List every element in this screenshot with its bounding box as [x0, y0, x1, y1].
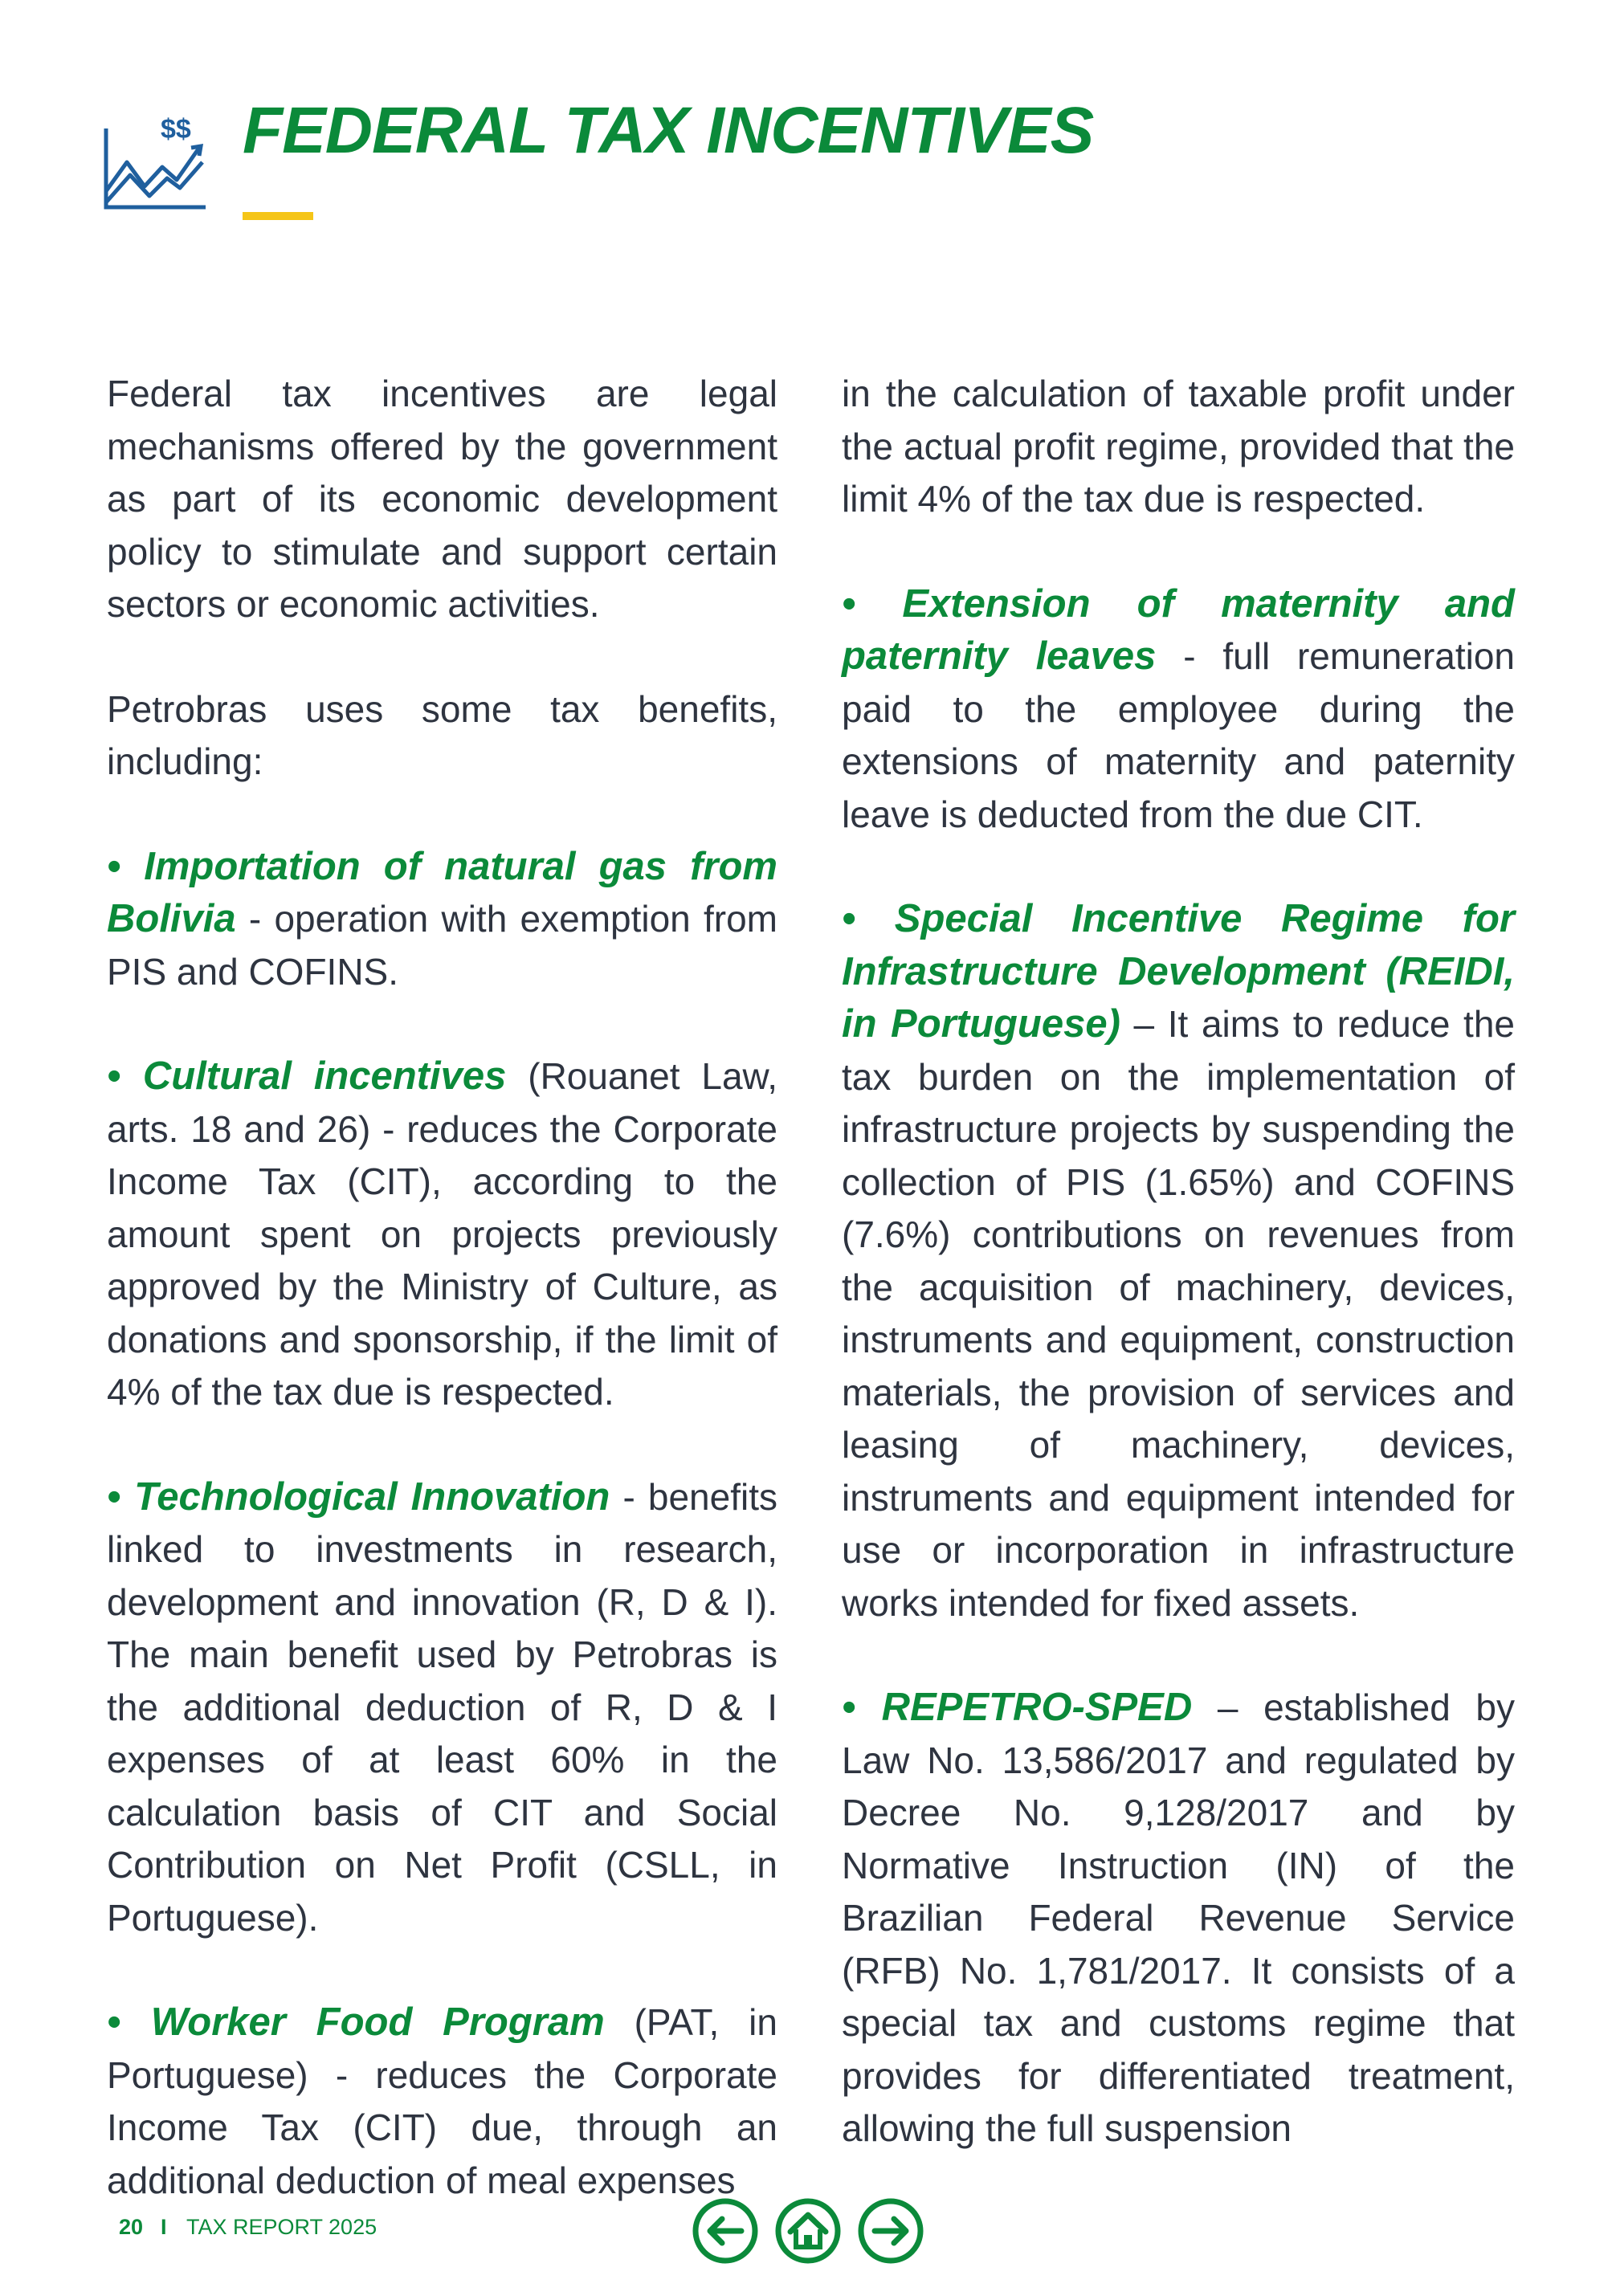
report-name: TAX REPORT 2025: [186, 2215, 377, 2239]
title-underline: [243, 212, 313, 220]
item-body: - benefits linked to investments in research, development and innovation (R, D & I). The main benefit used by Petrobras is the additional deduction of R, D & I expenses of at least 60% in the calculation basis of CIT and Social Contribution on Net Profit (CSLL, in Portuguese).: [107, 1475, 777, 1939]
continuation-paragraph: in the calculation of taxable profit under the actual profit regime, provided that the limit 4% of the tax due is respected.: [842, 373, 1515, 520]
item-body: - operation with exemption from PIS and COFINS.: [107, 898, 777, 993]
item-body: – established by Law No. 13,586/2017 and regulated by Decree No. 9,128/2017 and by Normative Instruction (IN) of the Brazilian Federal Revenue Service (RFB) No. 1,781/2017. It consists of a special tax and customs regime that provides for differentiated treatment, allowing the full suspension: [842, 1686, 1515, 2149]
item-title: • REPETRO-SPED: [842, 1686, 1193, 1729]
intro-paragraph: Federal tax incentives are legal mechanisms offered by the government as part of its economic development policy to stimulate and support certain sectors or economic activities.: [107, 373, 777, 625]
list-item: [107, 1050, 777, 1419]
item-title: • Special Incentive Regime for Infrastructure Development (REIDI, in Portuguese): [842, 897, 1515, 1046]
item-title: • Worker Food Program: [107, 2000, 605, 2044]
arrow-right-icon: [857, 2197, 924, 2265]
item-body: (PAT, in Portuguese) - reduces the Corporate Income Tax (CIT) due, through an additional deduction of meal expenses: [107, 2001, 777, 2201]
item-title: • Extension of maternity and paternity leaves: [842, 581, 1515, 678]
home-icon: [774, 2197, 842, 2265]
list-item: [107, 1996, 777, 2207]
previous-page-button[interactable]: [692, 2197, 759, 2265]
next-page-button[interactable]: [857, 2197, 924, 2265]
list-item: [842, 578, 1515, 842]
item-title: • Technological Innovation: [107, 1474, 610, 1519]
list-item: [107, 1471, 777, 1945]
item-title: • Cultural incentives: [107, 1054, 507, 1098]
home-button[interactable]: [774, 2197, 842, 2265]
right-column: [842, 368, 1515, 2208]
item-body: - full remuneration paid to the employee during the extensions of maternity and paternity leave is deducted from the due CIT.: [842, 635, 1516, 835]
item-title: • Importation of natural gas from Bolivia: [107, 844, 777, 940]
left-column: [107, 368, 777, 2259]
footer-separator: I: [161, 2215, 167, 2239]
dollar-signs-icon-text: $$: [161, 114, 191, 145]
list-item: [842, 1682, 1515, 2155]
item-body: (Rouanet Law, arts. 18 and 26) - reduces the Corporate Income Tax (CIT), according to the amount spent on projects previously approved by the Ministry of Culture, as donations and sponsorship, if the limit of 4% of the tax due is respected.: [107, 1055, 777, 1413]
list-item: [842, 893, 1515, 1629]
page-title: FEDERAL TAX INCENTIVES: [243, 94, 1094, 167]
arrow-left-icon: [692, 2197, 759, 2265]
growth-chart-dollar-icon: [103, 112, 209, 215]
item-body: – It aims to reduce the tax burden on the implementation of infrastructure projects by suspending the collection of PIS (1.65%) and COFINS (7.6%) contributions on revenues from the acquisition of machinery, devices, instruments and equipment, construction materials, the provision of services and leasing of machinery, devices, instruments and equipment intended for use or incorporation in infrastructure works intended for fixed assets.: [842, 1003, 1515, 1624]
lead-paragraph: Petrobras uses some tax benefits, including:: [107, 687, 777, 782]
page-number: 20: [119, 2215, 144, 2239]
list-item: [107, 841, 777, 999]
